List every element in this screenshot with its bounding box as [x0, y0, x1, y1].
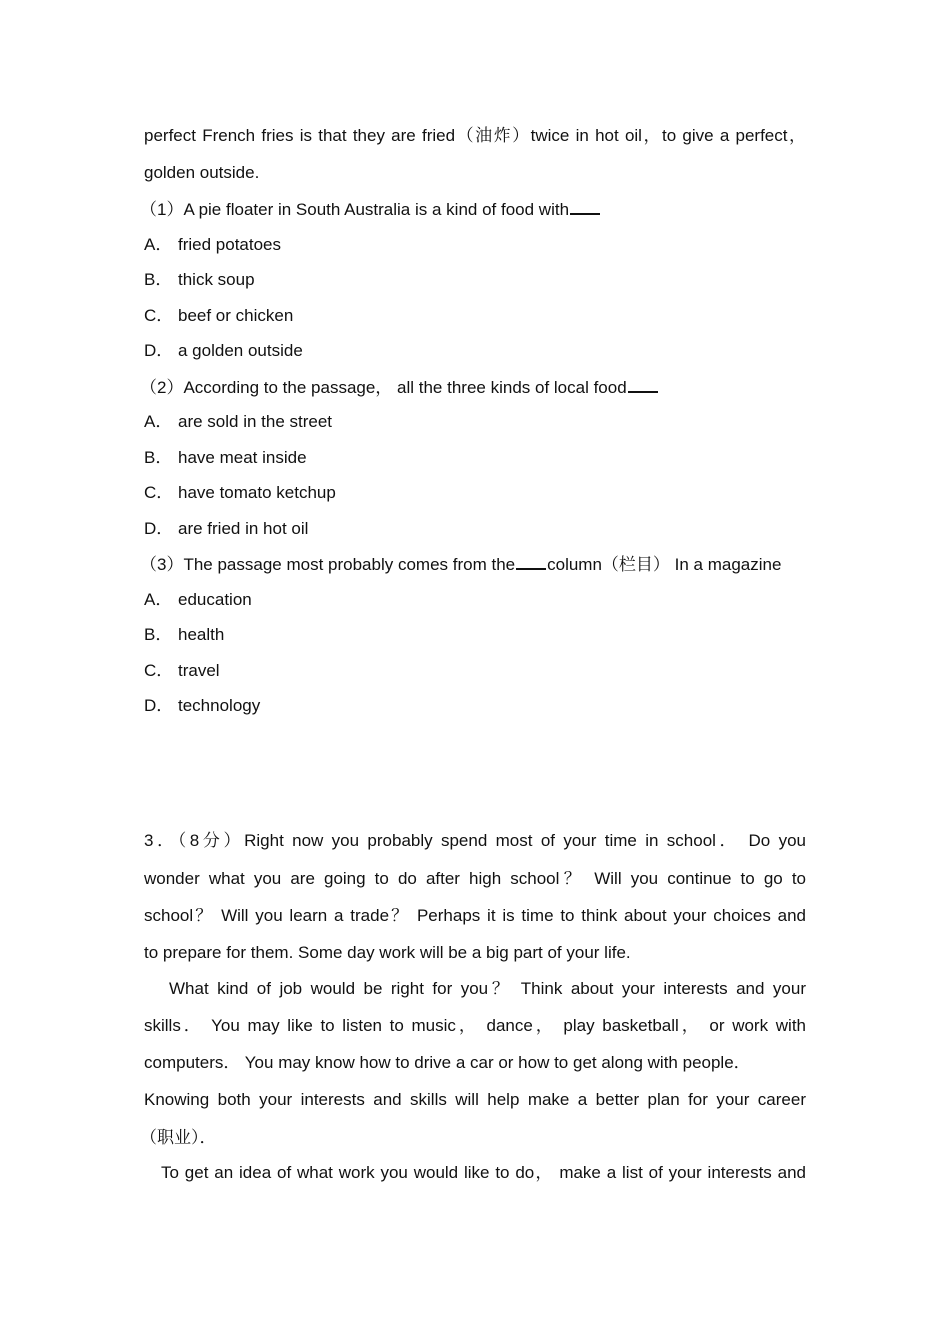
- option-text: fried potatoes: [178, 235, 282, 254]
- passage-line: golden outside.: [144, 163, 260, 182]
- option-text: travel: [178, 661, 220, 680]
- question-text: （1）A pie floater in South Australia is a kind of food with: [140, 200, 570, 219]
- option-item: [144, 339, 806, 363]
- option-text: a golden outside: [178, 341, 303, 360]
- option-letter: C．: [144, 483, 174, 502]
- option-letter: D．: [144, 341, 174, 360]
- option-text: education: [178, 590, 252, 609]
- passage3-line: （职业）．: [140, 1128, 217, 1147]
- option-item: [144, 517, 806, 541]
- option-letter: D．: [144, 519, 174, 538]
- option-item: [144, 694, 806, 718]
- passage3-line: To get an idea of what work you would like to do， make a list of your interests and: [161, 1163, 806, 1182]
- option-text: have tomato ketchup: [178, 483, 336, 502]
- option-item: [144, 446, 806, 470]
- option-text: are fried in hot oil: [178, 519, 309, 538]
- option-text: thick soup: [178, 270, 255, 289]
- option-item: [144, 410, 806, 434]
- answer-blank: [570, 197, 600, 215]
- option-letter: A．: [144, 590, 173, 609]
- option-letter: B．: [144, 270, 173, 289]
- passage3-line: to prepare for them. Some day work will be a big part of your life.: [144, 943, 631, 962]
- passage3-line: Knowing both your interests and skills will help make a better plan for your career: [144, 1090, 806, 1109]
- option-text: health: [178, 625, 225, 644]
- passage3-line: school？ Will you learn a trade？ Perhaps it is time to think about your choices and: [144, 906, 806, 925]
- option-item: [144, 233, 806, 257]
- option-item: [144, 304, 806, 328]
- option-item: [144, 481, 806, 505]
- question-stem: [140, 552, 806, 577]
- option-letter: B．: [144, 625, 173, 644]
- option-item: [144, 659, 806, 683]
- option-item: [144, 588, 806, 612]
- option-letter: A．: [144, 412, 173, 431]
- option-letter: C．: [144, 661, 174, 680]
- option-text: have meat inside: [178, 448, 307, 467]
- passage3-line: What kind of job would be right for you？ Think about your interests and your: [169, 979, 806, 998]
- question-stem: [140, 375, 802, 400]
- passage3-line: skills． You may like to listen to music， dance， play basketball， or work with: [144, 1016, 806, 1035]
- option-letter: A．: [144, 235, 173, 254]
- option-letter: C．: [144, 306, 174, 325]
- question-text-tail: column（栏目） In a magazine: [547, 555, 782, 574]
- passage3-line: wonder what you are going to do after high school？ Will you continue to go to: [144, 869, 806, 888]
- question-text: （2）According to the passage， all the three kinds of local food: [140, 378, 627, 397]
- option-item: [144, 623, 806, 647]
- option-item: [144, 268, 806, 292]
- option-text: are sold in the street: [178, 412, 333, 431]
- passage-line: perfect French fries is that they are fried（油炸）twice in hot oil，to give a perfect，: [144, 126, 806, 145]
- passage3-line: 3．（8分）Right now you probably spend most of your time in school． Do you: [144, 831, 806, 850]
- answer-blank: [516, 552, 546, 570]
- question-stem: [140, 197, 802, 222]
- answer-blank: [628, 375, 658, 393]
- option-text: beef or chicken: [178, 306, 294, 325]
- question-text: （3）The passage most probably comes from the: [140, 555, 516, 574]
- passage3-line: computers． You may know how to drive a car or how to get along with people．: [144, 1053, 751, 1072]
- option-text: technology: [178, 696, 261, 715]
- option-letter: B．: [144, 448, 173, 467]
- option-letter: D．: [144, 696, 174, 715]
